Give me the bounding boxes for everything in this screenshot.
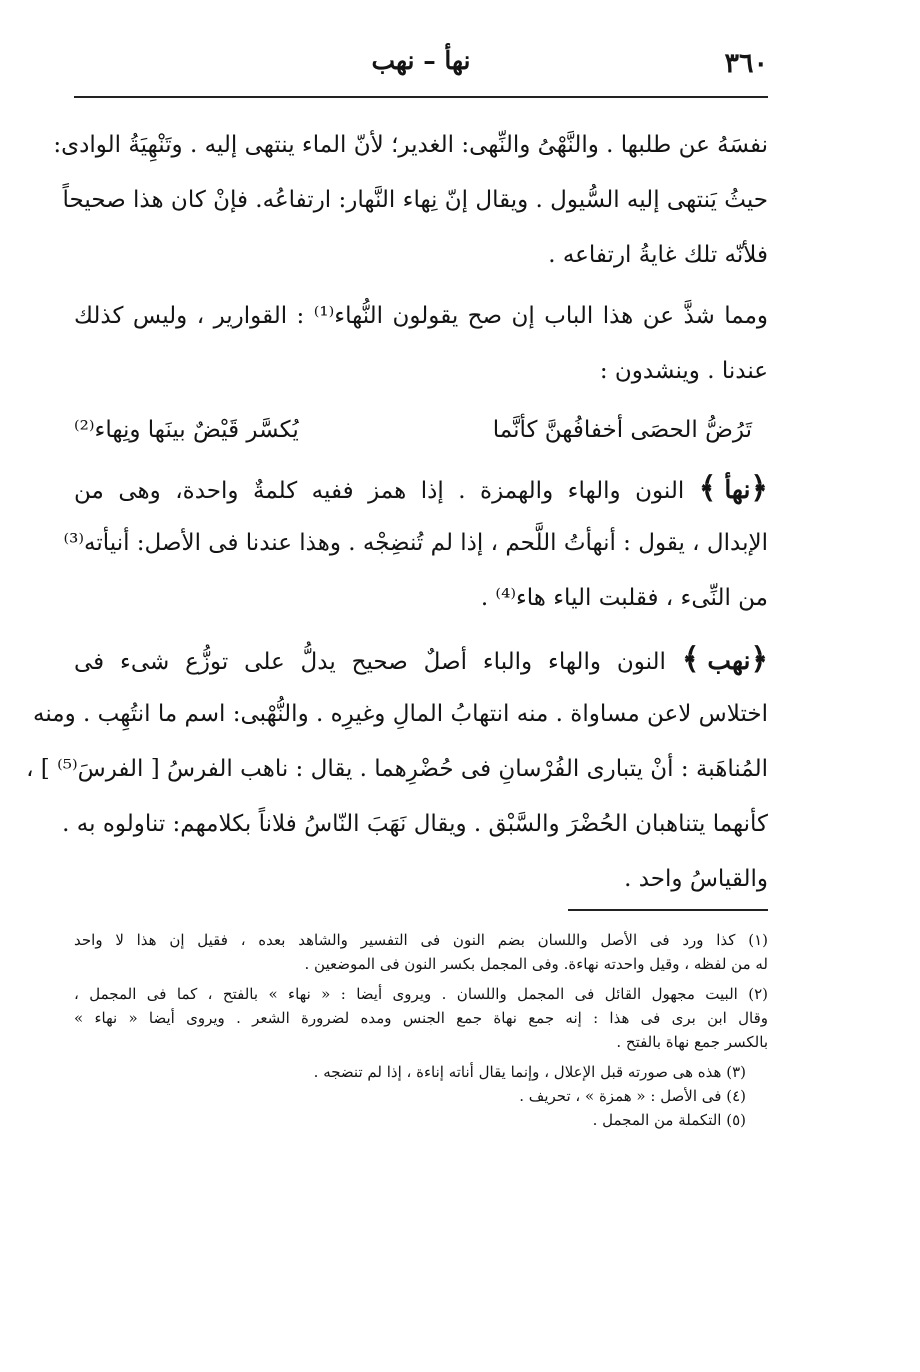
footnote-line: (٤) فى الأصل : « همزة » ، تحريف . <box>519 1087 746 1105</box>
text-line: من النِّىء ، فقلبت الياء هاء⁽⁴⁾ . <box>480 585 768 611</box>
text-line: نفسَهُ عن طلبها . والنَّهْىُ والنِّهى: الغدير؛ لأنّ الماء ينتهى إليه . وتَنْهِيَةُ الوادى: <box>53 132 768 158</box>
running-title: نهأ – نهب <box>371 46 471 75</box>
text-line: المُناهَبة : أنْ يتبارى الفُرْسانِ فى حُضْرِهما . يقال : ناهب الفرسُ [ الفرسَ⁽⁵⁾ ] ، <box>26 756 768 782</box>
entry-headword: نهب <box>707 646 751 675</box>
footnote-line: وقال ابن برى فى هذا : إنه جمع نهاة جمع الجنس ومده لضرورة الشعر . ويروى أيضا « نهاء » <box>74 1009 768 1027</box>
text-line: والقياسُ واحد . <box>624 866 768 892</box>
footnote-line: (١) كذا ورد فى الأصل واللسان بضم النون فى التفسير والشاهد بعده ، فقيل إن هذا لا واحد <box>74 931 768 949</box>
entry-text: النون والهاء والباء أصلٌ صحيح يدلُّ على توزُّع شىء فى <box>74 649 666 675</box>
footnote-line: (٣) هذه هى صورته قبل الإعلال ، وإنما يقال أناته إناءة ، إذا لم تنضجه . <box>313 1063 746 1081</box>
footnote-line: (٥) التكملة من المجمل . <box>592 1111 746 1129</box>
text-line: فلأنّه تلك غايةُ ارتفاعه . <box>548 242 768 268</box>
text-line: عندنا . وينشدون : <box>599 358 768 384</box>
main-text <box>26 118 769 907</box>
footnote-line: بالكسر جمع نهاة بالفتح . <box>616 1033 768 1051</box>
entry-first-line: ﴿نهب﴾ النون والهاء والباء أصلٌ صحيح يدلُّ على توزُّع شىء فى <box>74 642 769 677</box>
footnotes <box>74 928 768 1132</box>
entry-headword: نهأ <box>724 475 751 504</box>
entry-text: النون والهاء والهمزة . إذا همز ففيه كلمةٌ واحدة، وهى من <box>74 478 685 504</box>
poetry-verse <box>74 399 768 461</box>
footnote-line: (٢) البيت مجهول القائل فى المجمل واللسان . ويروى أيضا : « نهاء » بالفتح ، كما فى المجمل ، <box>74 985 768 1003</box>
text-line: ومما شذَّ عن هذا الباب إن صح يقولون النُّهاء⁽¹⁾ : القوارير ، وليس كذلك <box>74 303 769 329</box>
text-line: حيثُ يَنتهى إليه السُّيول . ويقال إنّ نِهاء النَّهار: ارتفاعُه. فإنْ كان هذا صحيحاً <box>62 187 768 213</box>
text-line: الإبدال ، يقول : أنهأتُ اللَّحم ، إذا لم تُنضِجْه . وهذا عندنا فى الأصل: أنيأته⁽³⁾ <box>63 530 768 556</box>
text-line: اختلاس لاعن مساواة . منه انتهابُ المالِ وغيرِه . والنُّهْبى: اسم ما انتُهِب . ومنه <box>32 701 768 727</box>
verse-first-hemistich: تَرُضُّ الحصَى أخفافُهنَّ كأنَّما <box>492 417 752 443</box>
footnote-line: له من لفظه ، وقيل واحدته نهاءة. وفى المجمل بكسر النون فى الموضعين . <box>304 955 768 973</box>
page-header <box>74 44 768 84</box>
footnote-rule <box>568 909 768 911</box>
entry-first-line: ﴿نهأ﴾ النون والهاء والهمزة . إذا همز ففيه كلمةٌ واحدة، وهى من <box>74 471 768 506</box>
text-line: كأنهما يتناهبان الحُضْرَ والسَّبْق . ويقال نَهَبَ النّاسُ فلاناً بكلامهم: تناولوه به . <box>62 811 768 837</box>
page-number: ٣٦٠ <box>724 48 768 79</box>
verse-second-hemistich: يُكسَّر قَيْضٌ بينَها ونِهاء⁽²⁾ <box>74 417 299 443</box>
header-rule <box>74 96 768 98</box>
